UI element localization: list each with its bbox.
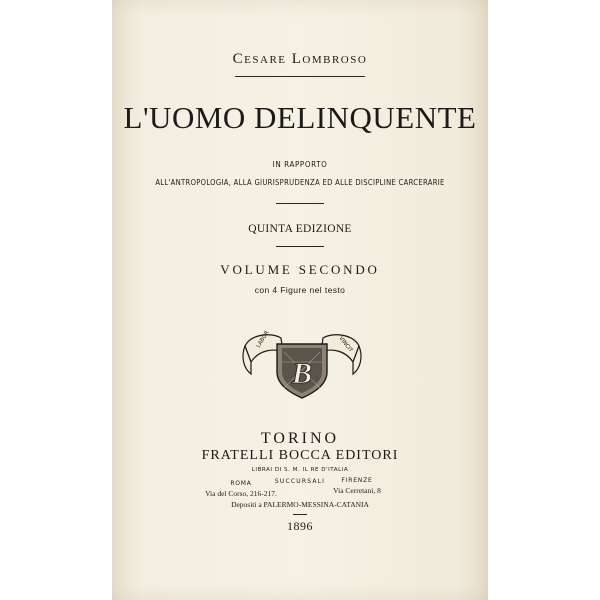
imprint-depositi: Depositi a PALERMO-MESSINA-CATANIA [231,500,369,509]
imprint-city: TORINO [260,430,340,447]
publisher-emblem-icon [237,328,367,400]
imprint-succursali: SUCCURSALI [274,478,326,485]
year-rule [293,514,307,515]
edition-rule [276,246,324,247]
edition: QUINTA EDIZIONE [248,223,352,235]
subtitle-line-1: IN RAPPORTO [272,160,328,169]
volume: VOLUME SECONDO [220,262,380,277]
subtitle-rule [276,203,324,204]
title-page [112,0,488,600]
branch-firenze [302,477,412,495]
imprint-year: 1896 [287,519,313,533]
branch-name: ROMA [230,480,252,487]
branch-roma [186,480,296,498]
ribbon-right-text: VINCIT [337,335,354,354]
imprint-publisher: FRATELLI BOCCA EDITORI [201,448,399,463]
author-rule [235,76,365,77]
emblem-initial: B [291,357,313,390]
branch-address: Via Cerretani, 8 [333,486,381,495]
book-title: L'UOMO DELINQUENTE [123,100,477,135]
subtitle-line-2: ALL'ANTROPOLOGIA, ALLA GIURISPRUDENZA ED ALLE DISCIPLINE CARCERARIE [155,178,445,187]
author-name: Cesare Lombroso [232,51,368,67]
imprint-booksellers: LIBRAI DI S. M. IL RE D'ITALIA [251,467,349,473]
ribbon-left-text: LABOR [255,329,271,350]
branch-address: Via del Corso, 216-217. [205,489,277,498]
branch-name: FIRENZE [341,477,373,484]
figures-note: con 4 Figure nel testo [254,285,346,295]
